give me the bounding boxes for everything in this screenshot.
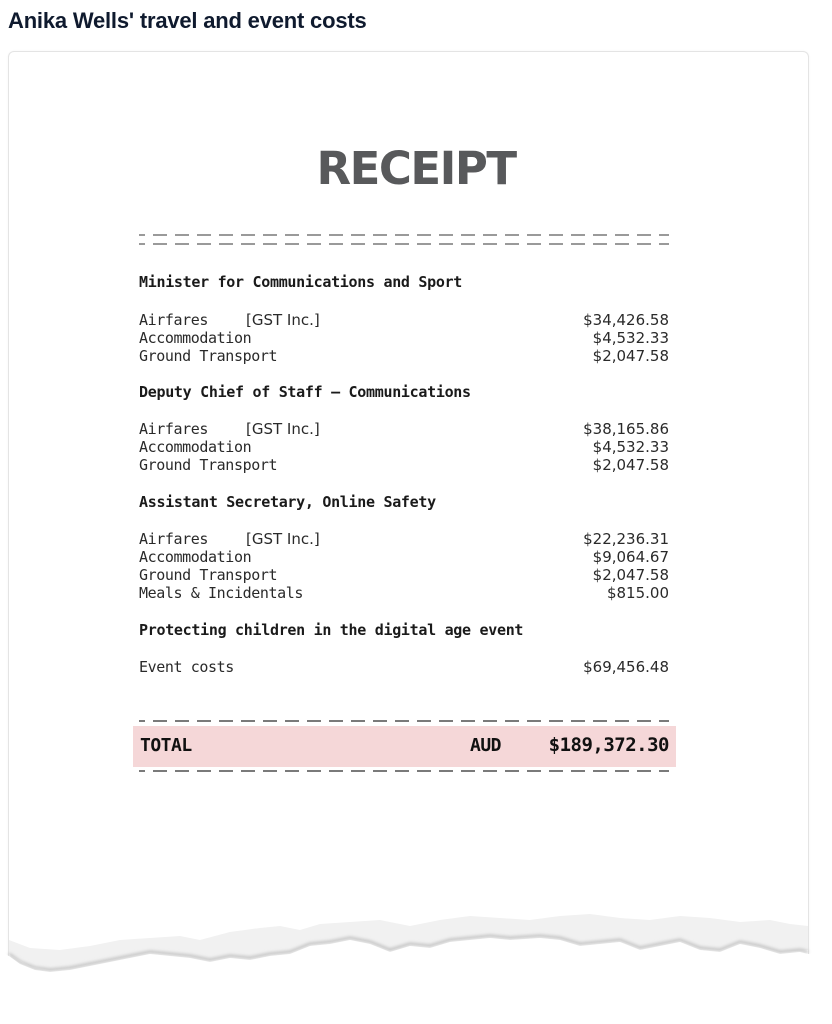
item-label: Ground Transport [139, 566, 278, 584]
line-item [139, 530, 669, 548]
item-note: [GST Inc.] [246, 530, 320, 548]
item-amount: $2,047.58 [592, 347, 669, 365]
line-item [139, 329, 669, 347]
item-amount: $34,426.58 [583, 311, 669, 329]
torn-paper-edge [0, 880, 832, 1024]
item-label: Accommodation [139, 438, 252, 456]
total-currency: AUD [470, 735, 502, 756]
dashed-divider [139, 720, 669, 722]
item-label: Event costs [139, 658, 234, 676]
item-label: Ground Transport [139, 456, 278, 474]
item-note: [GST Inc.] [246, 420, 320, 438]
dashed-divider [139, 243, 669, 245]
dashed-divider [139, 770, 669, 772]
line-item [139, 311, 669, 329]
item-label: Airfares [139, 311, 209, 329]
total-amount: $189,372.30 [548, 734, 669, 756]
line-item [139, 658, 669, 676]
item-amount: $69,456.48 [583, 658, 669, 676]
receipt-heading: RECEIPT [316, 142, 516, 195]
item-amount: $2,047.58 [592, 456, 669, 474]
item-note: [GST Inc.] [246, 311, 320, 329]
item-label: Ground Transport [139, 347, 278, 365]
line-item [139, 420, 669, 438]
item-label: Meals & Incidentals [139, 584, 303, 602]
total-label: TOTAL [140, 735, 192, 756]
line-item [139, 566, 669, 584]
line-item [139, 438, 669, 456]
item-amount: $38,165.86 [583, 420, 669, 438]
page-title: Anika Wells' travel and event costs [8, 8, 367, 33]
item-amount: $815.00 [606, 584, 669, 602]
section-title: Protecting children in the digital age event [139, 621, 524, 639]
item-label: Accommodation [139, 548, 252, 566]
section-title: Deputy Chief of Staff – Communications [139, 383, 471, 401]
item-amount: $22,236.31 [583, 530, 669, 548]
item-label: Airfares [139, 420, 209, 438]
line-item [139, 456, 669, 474]
item-amount: $4,532.33 [592, 329, 669, 347]
line-item [139, 548, 669, 566]
item-label: Airfares [139, 530, 209, 548]
line-item [139, 347, 669, 365]
section-title: Minister for Communications and Sport [139, 273, 463, 291]
total-row [133, 726, 676, 767]
item-amount: $4,532.33 [592, 438, 669, 456]
section-title: Assistant Secretary, Online Safety [139, 493, 436, 511]
dashed-divider [139, 234, 669, 236]
item-amount: $9,064.67 [592, 548, 669, 566]
item-label: Accommodation [139, 329, 252, 347]
item-amount: $2,047.58 [592, 566, 669, 584]
line-item [139, 584, 669, 602]
